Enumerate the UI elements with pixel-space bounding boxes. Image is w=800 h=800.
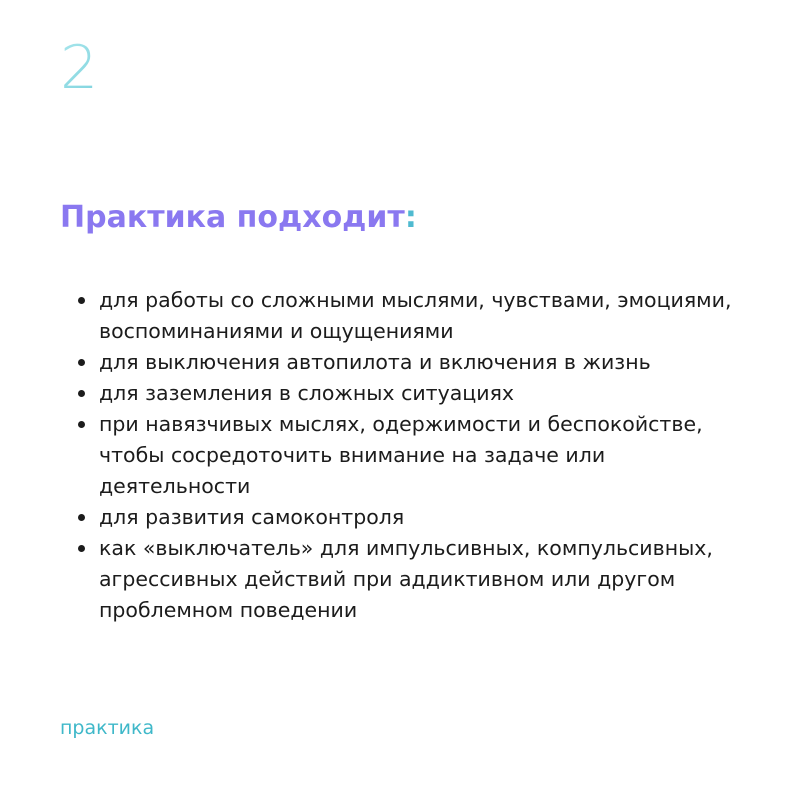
footer-brand-label: практика [60, 717, 155, 739]
list-item [70, 285, 760, 347]
list-item [70, 378, 760, 409]
list-item-text: для работы со сложными мыслями, чувствами, эмоциями, воспоминаниями и ощущениями [99, 288, 732, 343]
heading-text: Практика подходит [60, 200, 405, 235]
list-item [70, 533, 760, 626]
bullet-icon [78, 390, 85, 397]
list-item-text: для выключения автопилота и включения в жизнь [99, 350, 651, 374]
list-item [70, 502, 760, 533]
bullet-icon [78, 359, 85, 366]
list-item-text: как «выключатель» для импульсивных, компульсивных, агрессивных действий при аддиктивном или другом проблемном поведении [99, 536, 713, 622]
slide-number: 2 [60, 33, 99, 103]
bullet-icon [78, 421, 85, 428]
heading-colon: : [404, 200, 417, 235]
list-item [70, 409, 760, 502]
bullet-icon [78, 297, 85, 304]
section-heading [60, 200, 417, 236]
list-item-text: для развития самоконтроля [99, 505, 405, 529]
list-item [70, 347, 760, 378]
list-item-text: для заземления в сложных ситуациях [99, 381, 515, 405]
list-item-text: при навязчивых мыслях, одержимости и беспокойстве, чтобы сосредоточить внимание на задаче или деятельности [99, 412, 703, 498]
suitability-list [70, 285, 760, 626]
bullet-icon [78, 545, 85, 552]
bullet-icon [78, 514, 85, 521]
